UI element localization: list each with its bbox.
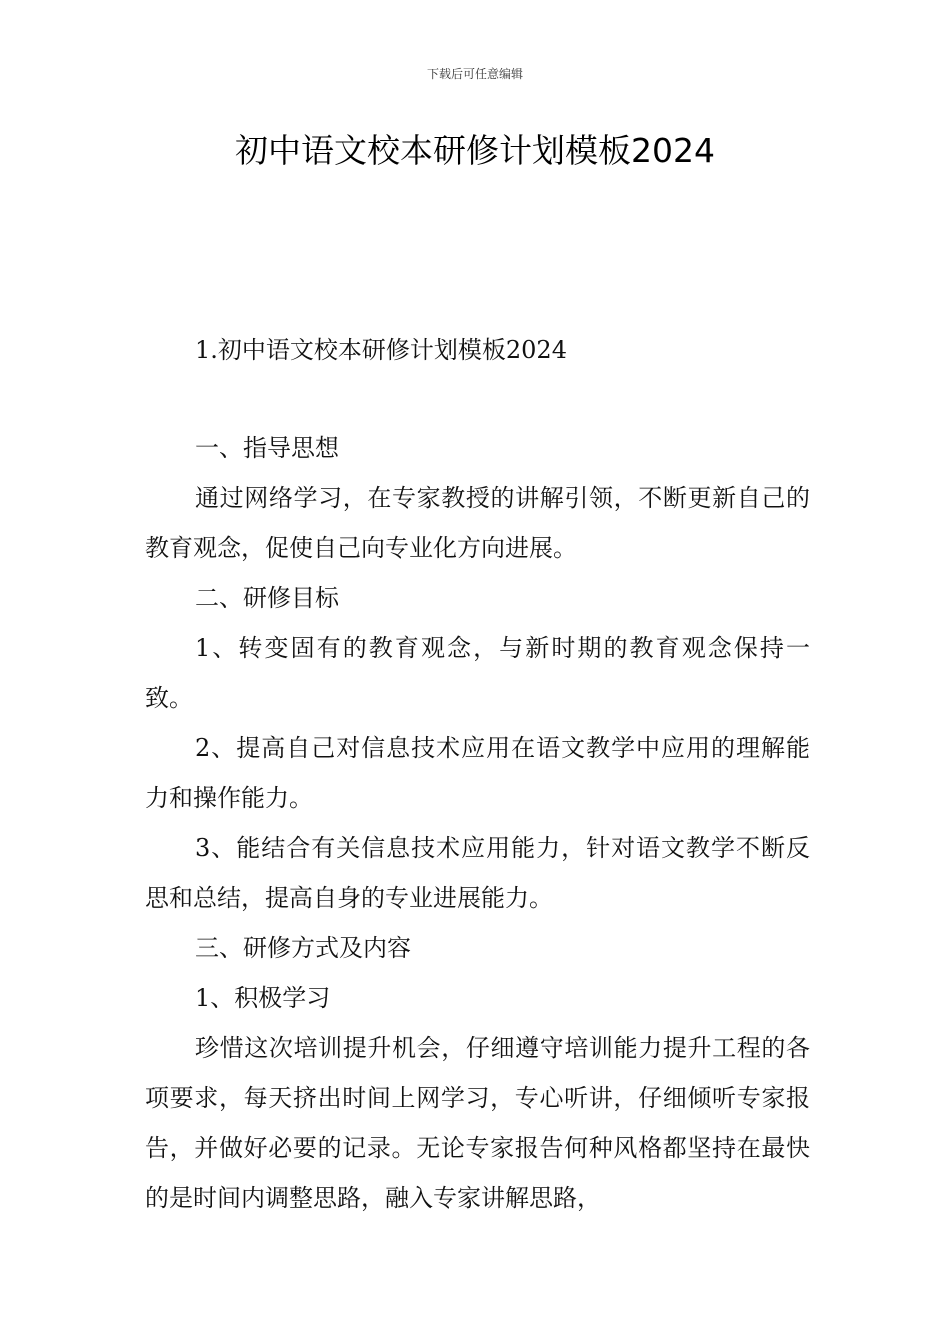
paragraph-active-learning: 珍惜这次培训提升机会，仔细遵守培训能力提升工程的各项要求，每天挤出时间上网学习，专心听讲，仔细倾听专家报告，并做好必要的记录。无论专家报告何种风格都坚持在最快的是时间内调整思路，融入专家讲解思路，: [145, 1034, 810, 1212]
document-title: 初中语文校本研修计划模板2024: [235, 131, 715, 170]
paragraph-goal-2: 2、提高自己对信息技术应用在语文教学中应用的理解能力和操作能力。: [145, 734, 810, 812]
section-subtitle: 1.初中语文校本研修计划模板2024: [195, 336, 567, 364]
heading-methods-content: 三、研修方式及内容: [195, 934, 411, 962]
paragraph-goal-3: 3、能结合有关信息技术应用能力，针对语文教学不断反思和总结，提高自身的专业进展能力。: [145, 834, 810, 912]
heading-active-learning: 1、积极学习: [195, 984, 331, 1012]
heading-training-goals: 二、研修目标: [195, 584, 339, 612]
header-note: 下载后可任意编辑: [426, 67, 523, 81]
paragraph-guiding-ideology: 通过网络学习，在专家教授的讲解引领，不断更新自己的教育观念，促使自己向专业化方向进展。: [145, 484, 810, 562]
paragraph-goal-1: 1、转变固有的教育观念，与新时期的教育观念保持一致。: [145, 634, 810, 712]
document-body: [145, 423, 810, 1223]
heading-guiding-ideology: 一、指导思想: [195, 434, 339, 462]
